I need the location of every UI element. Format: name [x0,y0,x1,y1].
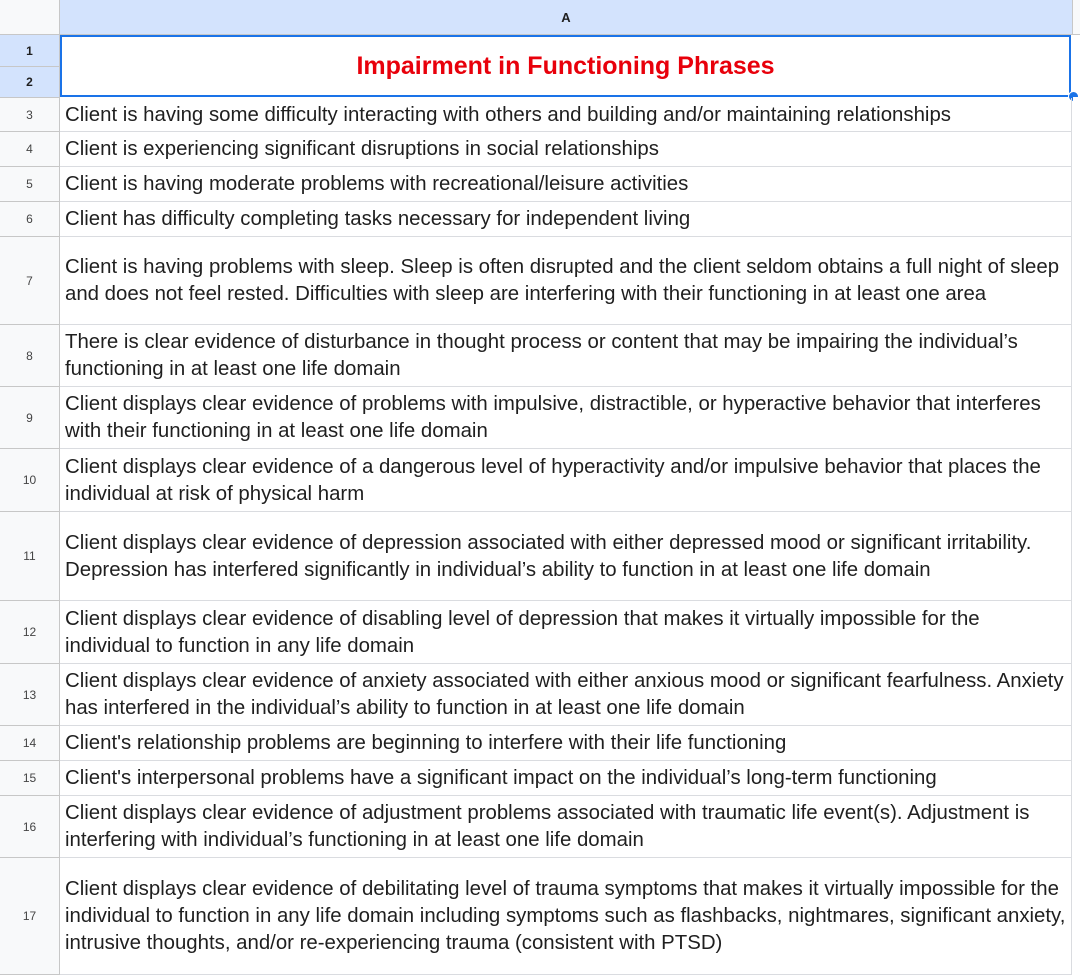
row-header-3[interactable]: 3 [0,98,60,132]
row-header-11[interactable]: 11 [0,512,60,601]
row-header-13[interactable]: 13 [0,664,60,726]
cell-a15[interactable] [60,761,1072,796]
cell-text: Client displays clear evidence of debilitating level of trauma symptoms that makes it virtually impossible for the individual to function in any life domain including symptoms such as flashbacks, nightmares, significant anxiety, intrusive thoughts, and/or re-experiencing trauma (consistent with PTSD) [65,878,1066,954]
cell-text: Client displays clear evidence of depression associated with either depressed mood or significant irritability. Depression has interfered significantly in individual’s ability to function in at least one life domain [65,531,1032,581]
row-header-4[interactable]: 4 [0,132,60,167]
cell-text: Client displays clear evidence of anxiety associated with either anxious mood or significant fearfulness. Anxiety has interfered in the individual’s ability to function in at least one life domain [65,670,1064,719]
cell-text: Client's relationship problems are beginning to interfere with their life functioning [65,732,787,754]
cell-a9[interactable] [60,387,1072,449]
row-header-7[interactable]: 7 [0,237,60,325]
row-header-16[interactable]: 16 [0,796,60,858]
cell-a4[interactable] [60,132,1072,167]
cell-a14[interactable] [60,726,1072,761]
row-header-15[interactable]: 15 [0,761,60,796]
cell-a13[interactable] [60,664,1072,726]
cell-a11[interactable] [60,512,1072,601]
cell-a3[interactable] [60,98,1072,132]
cell-a5[interactable] [60,167,1072,202]
cell-text: There is clear evidence of disturbance in thought process or content that may be impairing the individual’s functioning in at least one life domain [65,331,1018,380]
row-header-17[interactable]: 17 [0,858,60,975]
row-header-10[interactable]: 10 [0,449,60,512]
cell-text: Client displays clear evidence of disabling level of depression that makes it virtually impossible for the individual to function in any life domain [65,607,980,657]
cell-text: Client displays clear evidence of problems with impulsive, distractible, or hyperactive behavior that interferes with their functioning in at least one life domain [65,393,1041,442]
row-header-5[interactable]: 5 [0,167,60,202]
cell-text: Client displays clear evidence of adjustment problems associated with traumatic life event(s). Adjustment is interfering with individual’s functioning in at least one life domain [65,802,1030,851]
cell-a10[interactable] [60,449,1072,512]
cell-a8[interactable] [60,325,1072,387]
row-header-6[interactable]: 6 [0,202,60,237]
row-header-9[interactable]: 9 [0,387,60,449]
cell-a12[interactable] [60,601,1072,664]
row-header-8[interactable]: 8 [0,325,60,387]
cell-text: Client is having problems with sleep. Sleep is often disrupted and the client seldom obtains a full night of sleep and does not feel rested. Difficulties with sleep are interfering with their functioning in at least one area [65,256,1060,305]
cell-text: Client displays clear evidence of a dangerous level of hyperactivity and/or impulsive behavior that places the individual at risk of physical harm [65,455,1041,505]
row-header-12[interactable]: 12 [0,601,60,664]
cell-a16[interactable] [60,796,1072,858]
cell-text: Client is having some difficulty interacting with others and building and/or maintaining relationships [65,103,951,126]
column-b-edge [1073,97,1080,980]
title-cell-a1[interactable]: Impairment in Functioning Phrases [60,35,1071,97]
cell-text: Client is experiencing significant disruptions in social relationships [65,138,659,160]
cell-a7[interactable] [60,237,1072,325]
select-all-corner[interactable] [0,0,60,35]
cell-a6[interactable] [60,202,1072,237]
cell-text: Client is having moderate problems with recreational/leisure activities [65,173,689,195]
row-header-1[interactable]: 1 [0,35,60,67]
row-header-2[interactable]: 2 [0,67,60,98]
cell-text: Client has difficulty completing tasks necessary for independent living [65,208,691,230]
row-header-14[interactable]: 14 [0,726,60,761]
cell-text: Client's interpersonal problems have a significant impact on the individual’s long-term functioning [65,767,937,789]
cell-a17[interactable] [60,858,1072,975]
column-header-filler [1073,0,1080,35]
column-header-a[interactable]: A [60,0,1073,35]
